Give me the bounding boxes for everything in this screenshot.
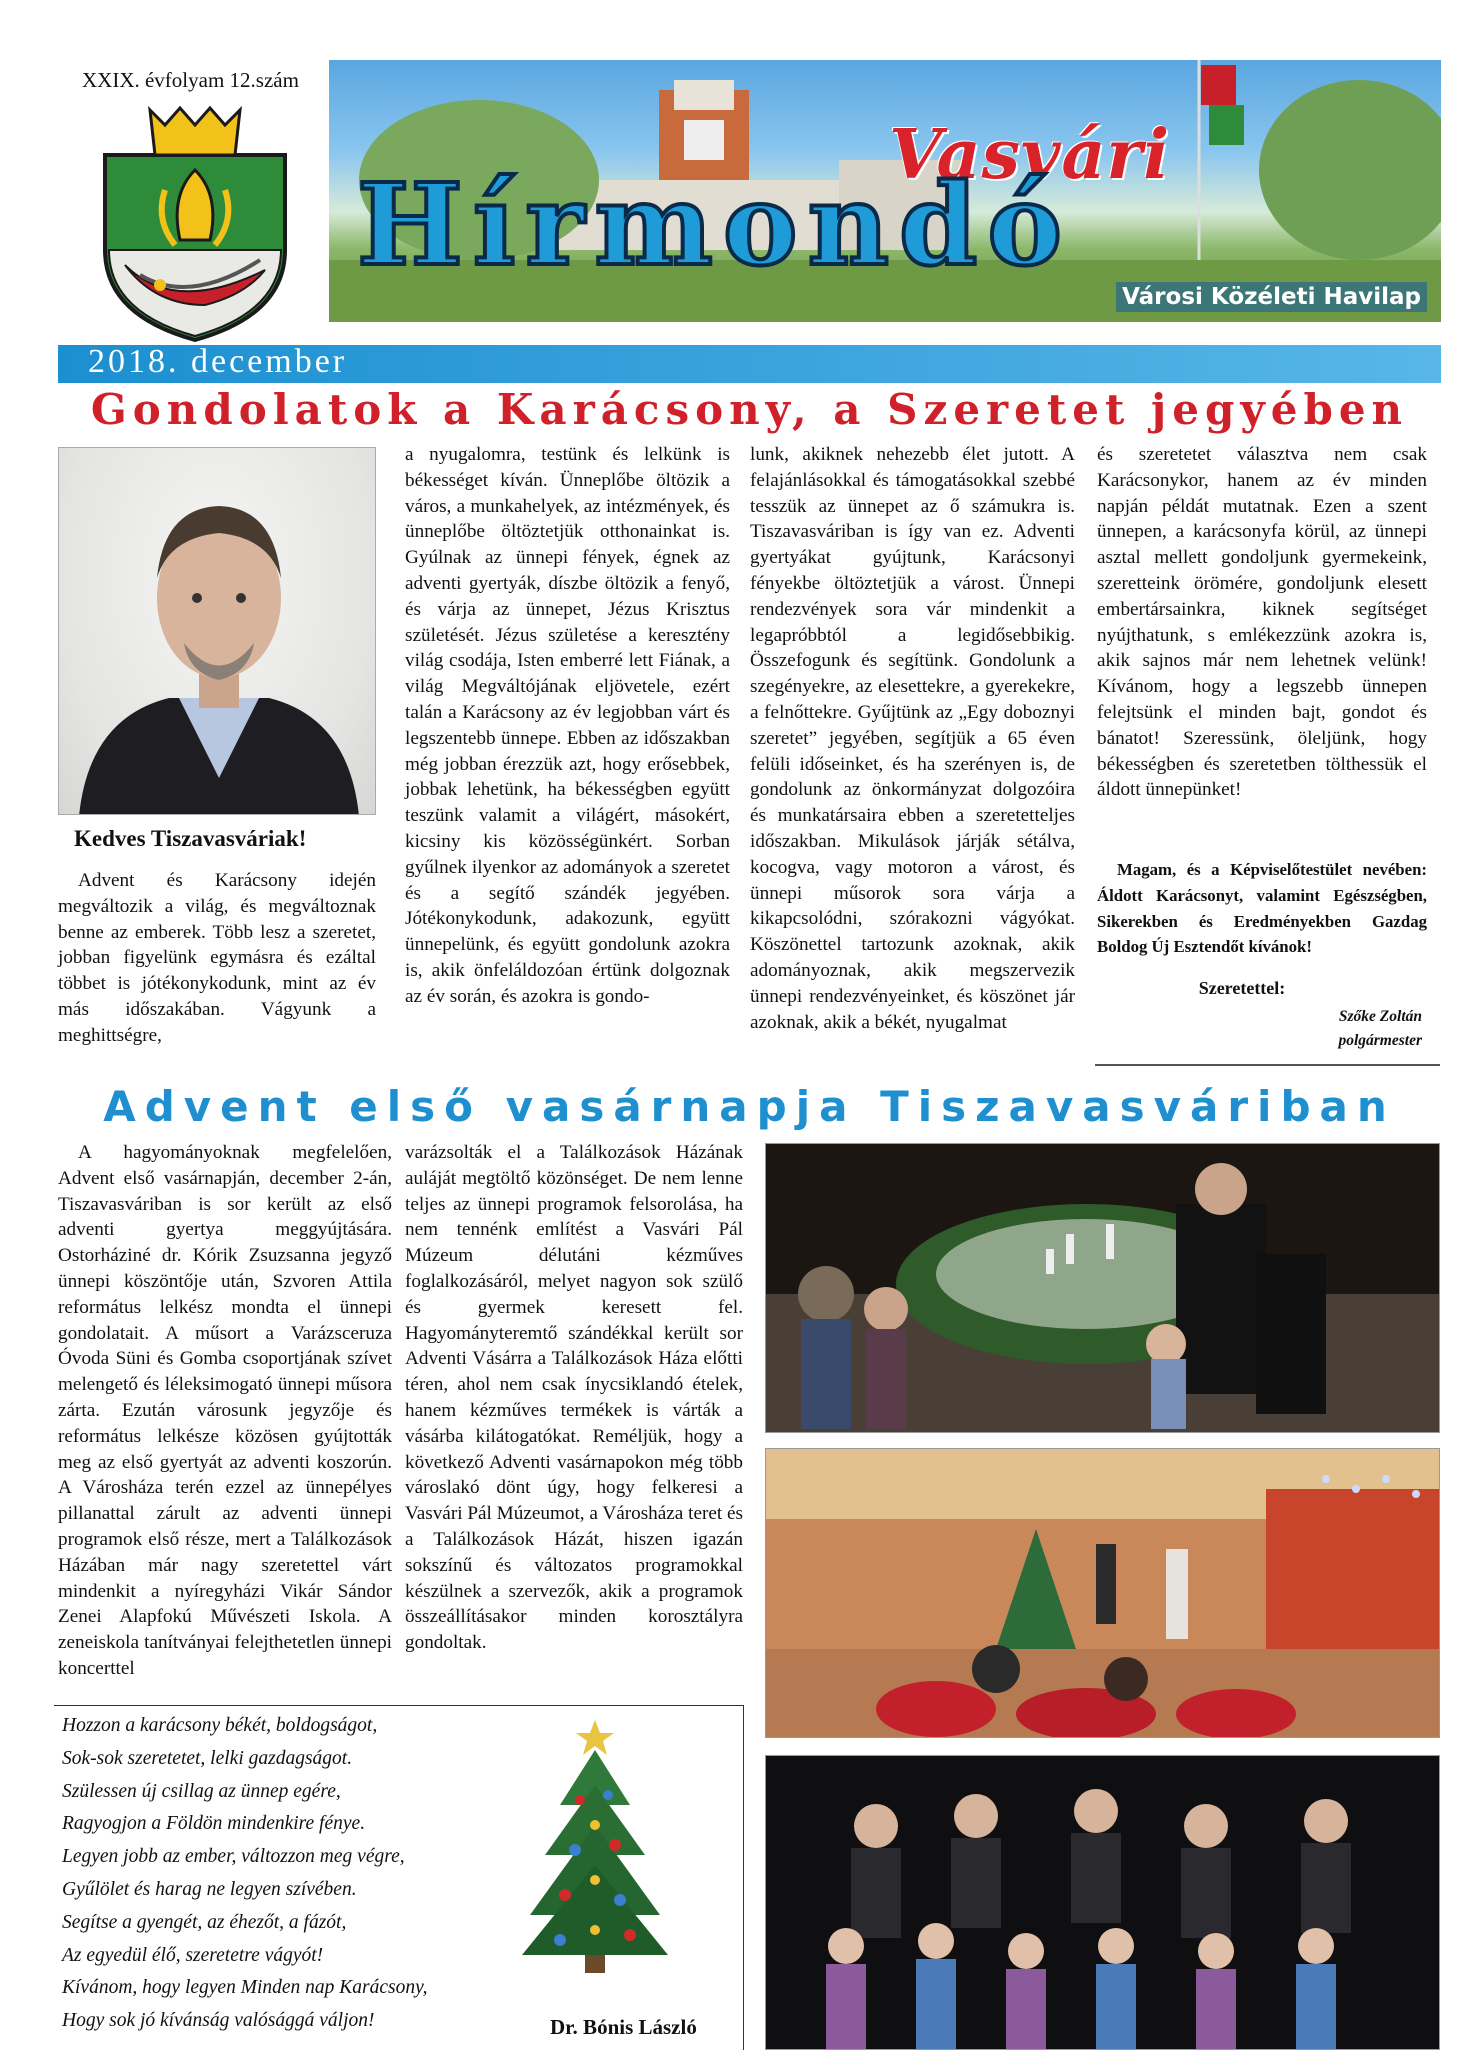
issue-date: 2018. december — [88, 343, 348, 380]
poem-author: Dr. Bónis László — [550, 2015, 697, 2039]
article1-column-1: Advent és Karácsony idején megváltozik a világ, és megváltoznak benne az emberek. Több lesz a szeretet, jobban figyelünk egymásra és ezáltal többet is jótékonykodunk, mint az év más időszakában. Vágyunk a meghittségre, — [58, 870, 376, 1046]
christmas-poem — [62, 1710, 522, 2038]
poem-line: Kívánom, hogy legyen Minden nap Karácsony, — [62, 1977, 428, 1999]
article2-headline: Advent első vasárnapja Tiszavasváriban — [103, 1082, 1396, 1131]
issue-date-bar — [58, 345, 1441, 383]
signer-title: polgármester — [1338, 1032, 1422, 1049]
article1-closing-wish: Magam, és a Képviselőtestület nevében: Áldott Karácsonyt, valamint Egészségben, Sikerekben és Eredményekben Gazdag Boldog Új Esztendőt kívánok! — [1097, 860, 1427, 957]
signer-name: Szőke Zoltán — [1338, 1008, 1422, 1025]
article2-column-2: varázsolták el a Találkozások Házának auláját megtöltő közönséget. De nem lenne teljes az ünnepi programok felsorolása, ha nem tennénk említést a Vasvári Pál Múzeum délutáni kézműves foglalkozásáról, melyet nagyon sok szülő és gyermek keresett fel. Hagyományteremtő szándékkal került sor Adventi Vásárra a Találkozások Háza előtti téren, ahol nem csak ínycsiklandó ételek, hanem kézműves termékek is várták a vásárba kilátogatókat. Reméljük, hogy a következő Adventi vasárnapokon még több városlakó dönt úgy, hogy felkeresi a Vasvári Pál Múzeumot, a Városháza teret és a Találkozások Házát, hiszen igazán sokszínű és változatos programokkal készülnek a szervezők, akik a programok összeállításakor minden korosztályra gondoltak. — [405, 1142, 743, 1654]
poem-line: Szülessen új csillag az ünnep egére, — [62, 1780, 341, 1802]
article1-column-3: lunk, akiknek nehezebb élet jutott. A felajánlásokkal és támogatásokkal szebbé tesszük az ünnepet az ő számukra is. Tiszavasváriban is így van ez. Adventi gyertyákat gyújtunk, Karácsonyi fényekbe öltöztetjük a várost. Ünnepi rendezvények sora vár mindenkit a legapróbbtól a legidősebbikig. Összefogunk és segítünk. Gondolunk a szegényekre, az elesettekre, a gyerekekre, a felnőttekre. Gyűjtünk az „Egy doboznyi szeretet” jegyében, segítjük a 65 éven felüli időseinket, és ha szerényen is, de gondolunk az önkormányzat dolgozóira és munkatársaira ebben a szeretetteljes időszakban. Mikulások járják sétálva, kocogva, vagy motoron a várost, és ünnepi műsorok sora várja a kikapcsolódni, szórakozni vágyókat. Köszönettel tartozunk azoknak, akik adományoznak, akik megszervezik ünnepi rendezvényeinket, és köszönet jár azoknak, akik a békét, nyugalmat — [750, 444, 1075, 1033]
article1-headline: Gondolatok a Karácsony, a Szeretet jegyében — [90, 385, 1409, 434]
poem-line: Ragyogjon a Földön mindenkire fénye. — [62, 1813, 366, 1835]
advent-wreath-photo — [765, 1143, 1440, 1433]
article1-column-2: a nyugalomra, testünk és lelkünk is békességet kíván. Ünneplőbe öltözik a város, a munkahelyek, az intézmények, és ünneplőbe öltöztetjük otthonainkat is. Gyúlnak az ünnepi fények, égnek az adventi gyertyák, díszbe öltözik a fenyő, és várja az ünnepet, Jézus Krisztus születését. Jézus születése a keresztény világ csodája, Isten emberré lett Fiának, a világ Megváltójának eljövetele, ezért talán a Karácsony az év legjobban várt és legszentebb ünnepe. Ebben az időszakban még jobban érezzük azt, hogy erősebbek, jobbak lehetünk, ha békességben együtt teszünk valamit a világért, másokért, kicsiny kis közösségünkért. Sorban gyűlnek ilyenkor az adományok a szeretet és a segítő szándék jegyében. Jótékonykodunk, adakozunk, együtt ünnepelünk, és együtt gondolunk azokra is, akik önfeláldozóan értünk dolgoznak az év során, és azokra is gondo- — [405, 444, 730, 1007]
poem-line: Sok-sok szeretetet, lelki gazdagságot. — [62, 1747, 353, 1769]
poem-line: Hozzon a karácsony békét, boldogságot, — [62, 1715, 378, 1736]
poem-line: Hogy sok jó kívánság valósággá váljon! — [62, 2010, 375, 2032]
article1-sign-off: Szeretettel: — [1198, 978, 1286, 998]
edition-label: XXIX. évfolyam 12.szám — [82, 68, 299, 92]
article1-column-4: és szeretetet választva nem csak Karácsonykor, hanem az év minden napján példát mutatnak. Ezen a szent ünnepen, a karácsonyfa körül, az ünnepi asztal mellett gondoljunk gyermekeink, szeretteink örömére, gondoljunk elesett embertársainkra, kiknek segítséget nyújthatunk, s emlékezzünk azokra is, akik sajnos már nem lehetnek velünk! Kívánom, hogy a legszebb ünnepen felejtsünk el minden bajt, gondot és bánatot! Szeressünk, öleljünk, hogy békességben és szeretetben tölthessük el áldott ünnepünket! — [1097, 444, 1427, 801]
children-choir-photo — [765, 1755, 1440, 2050]
signature-divider — [1095, 1064, 1440, 1066]
city-crest-logo — [95, 100, 295, 345]
masthead-title-script: Vasvári — [889, 115, 1171, 195]
article1-signature — [1097, 1005, 1422, 1053]
poem-line: Az egyedül élő, szeretetre vágyót! — [62, 1944, 324, 1966]
concert-hall-photo — [765, 1448, 1440, 1738]
christmas-tree-illustration — [520, 1715, 670, 1975]
poem-line: Segítse a gyengét, az éhezőt, a fázót, — [62, 1911, 347, 1933]
article1-greeting: Kedves Tiszavasváriak! — [74, 826, 307, 851]
masthead-title-main: Hírmondó — [357, 160, 1073, 291]
mayor-portrait-photo — [58, 447, 376, 815]
poem-line: Gyűlölet és harag ne legyen szívében. — [62, 1878, 357, 1900]
poem-line: Legyen jobb az ember, változzon meg végre, — [62, 1846, 405, 1868]
article2-column-1: A hagyományoknak megfelelően, Advent első vasárnapján, december 2-án, Tiszavasváriban is sor került az első adventi gyertya meggyújtására. Ostorháziné dr. Kórik Zsuzsanna jegyző ünnepi köszöntője után, Szvoren Attila református lelkész mondta el ünnepi gondolatait. A műsort a Varázsceruza Óvoda Süni és Gomba csoportjának szívet melengető és léleksimogató ünnepi műsora zárta. Ezután városunk jegyzője és református lelkésze közösen gyújtották meg az első gyertyát az adventi koszorún. A Városháza terén ezzel az ünnepélyes pillanattal zárult az adventi ünnepi programok első része, mert a Találkozások Házában már nagy szeretettel várt mindenkit a nyíregyházi Vikár Sándor Zenei Alapfokú Művészeti Iskola. A zeneiskola tanítványai felejthetetlen ünnepi koncerttel — [58, 1142, 392, 1679]
masthead-subtitle: Városi Közéleti Havilap — [1116, 282, 1427, 312]
masthead-banner — [329, 60, 1441, 322]
